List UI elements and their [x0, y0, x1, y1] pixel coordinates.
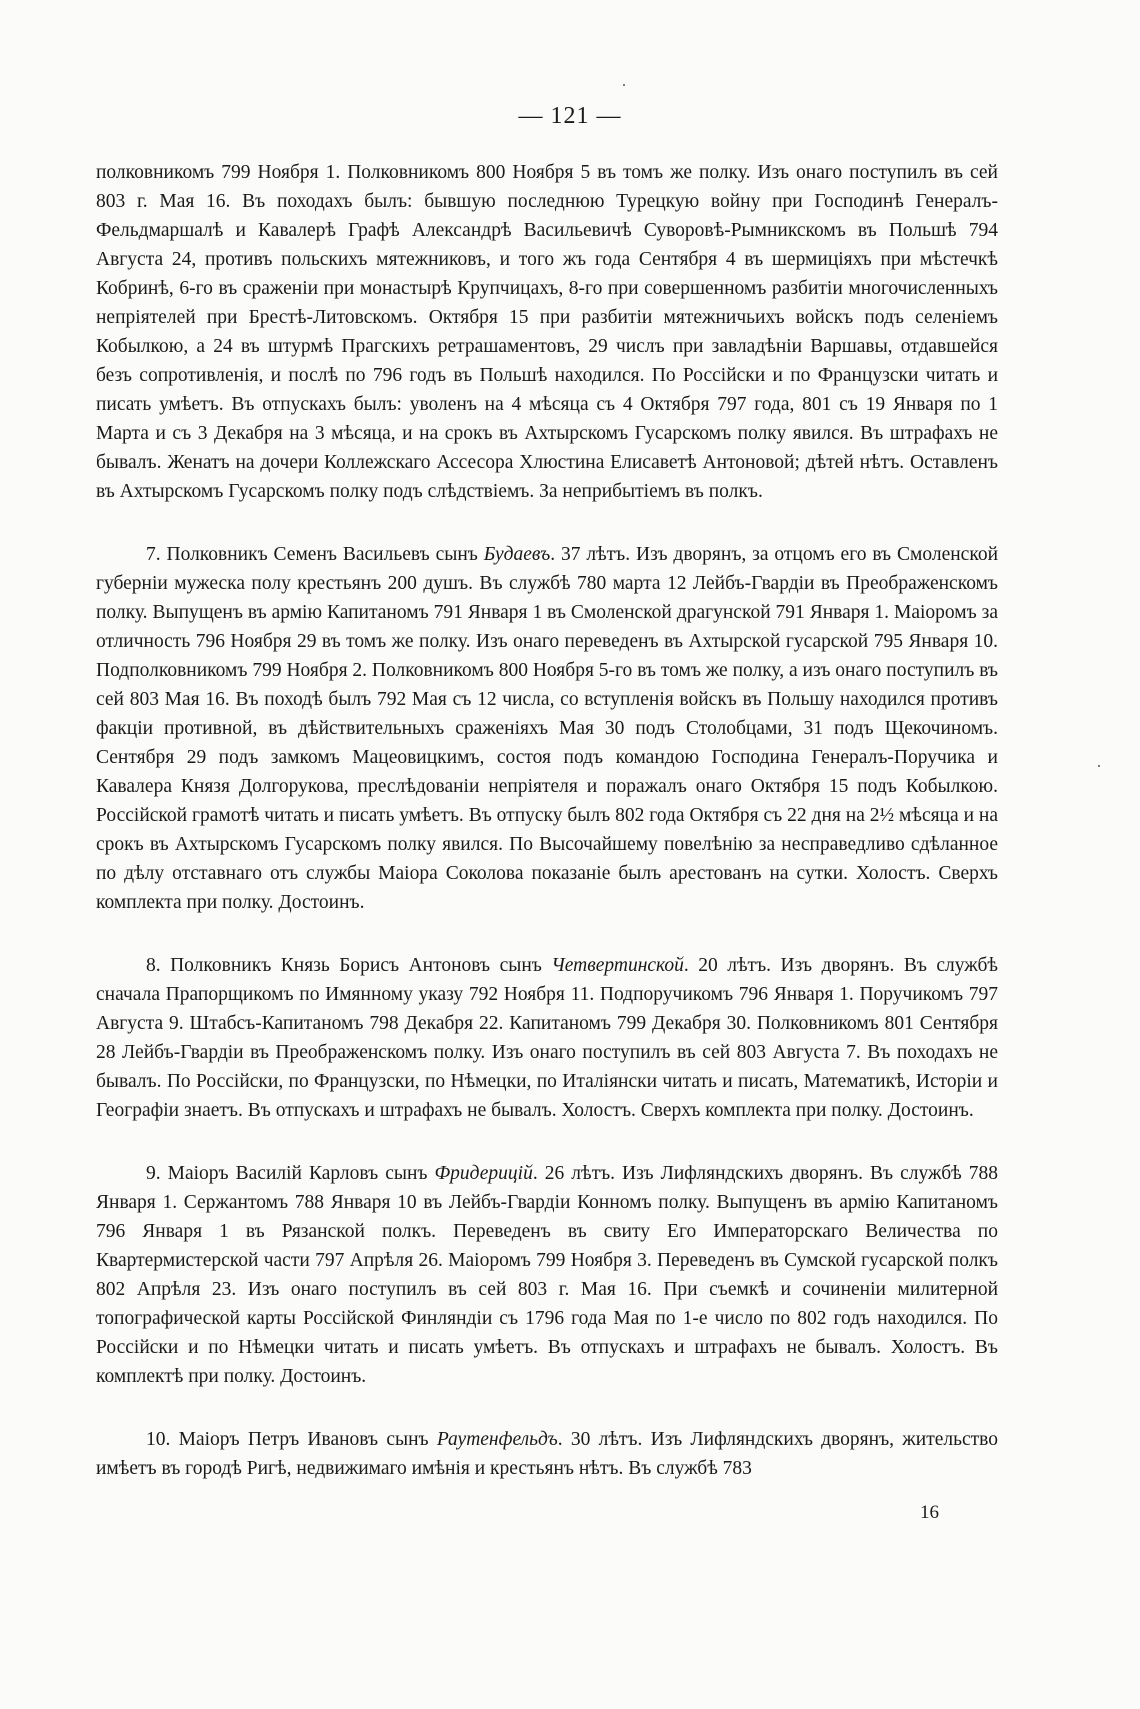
entry-surname: Фридерицій [434, 1163, 533, 1184]
paragraph-entry-10 [96, 1425, 998, 1483]
scan-speck [1098, 765, 1100, 767]
entry-body: . 26 лѣтъ. Изъ Лифляндскихъ дворянъ. Въ службѣ 788 Января 1. Сержантомъ 788 Января 10 въ Лейбъ-Гвардіи Конномъ полку. Выпущенъ въ армію Капитаномъ 796 Января 1 въ Рязанской полкъ. Переведенъ въ свиту Его Императорскаго Величества по Квартермистерской части 797 Апрѣля 26. Маіоромъ 799 Ноября 3. Переведенъ въ Сумской гусарской полкъ 802 Апрѣля 23. Изъ онаго поступилъ въ сей 803 г. Мая 16. При съемкѣ и сочиненіи милитерной топографической карты Россійской Финляндіи съ 1796 года Мая по 1-е число по 802 годъ находился. По Россійски и по Нѣмецки читать и писать умѣетъ. Въ отпускахъ и штрафахъ не бывалъ. Холостъ. Въ комплектѣ при полку. Достоинъ. [96, 1163, 998, 1387]
page-number: — 121 — [518, 103, 622, 129]
paragraph-entry-9 [96, 1159, 998, 1391]
scan-speck [623, 84, 625, 86]
paragraph-entry-7 [96, 540, 998, 917]
entry-surname: Четвертинской [551, 955, 684, 976]
entry-lead: 8. Полковникъ Князь Борисъ Антоновъ сынъ [146, 955, 552, 976]
entry-body: . 37 лѣтъ. Изъ дворянъ, за отцомъ его въ Смоленской губерніи мужеска полу крестьянъ 200 душъ. Въ службѣ 780 марта 12 Лейбъ-Гвардіи въ Преображенскомъ полку. Выпущенъ въ армію Капитаномъ 791 Января 1 въ Смоленской драгунской 791 Января 1. Маіоромъ за отличность 796 Ноября 29 въ томъ же полку. Изъ онаго переведенъ въ Ахтырской гусарской 795 Января 10. Подполковникомъ 799 Ноября 2. Полковникомъ 800 Ноября 5-го въ томъ же полку, а изъ онаго поступилъ въ сей 803 Мая 16. Въ походѣ былъ 792 Мая съ 12 числа, со вступленія войскъ въ Польшу находился противъ факціи противной, въ дѣйствительныхъ сраженіяхъ Мая 30 подъ Столобцами, 31 подъ Щекочиномъ. Сентября 29 подъ замкомъ Мацеовицкимъ, состоя подъ командою Господина Генералъ-Поручика и Кавалера Князя Долгорукова, преслѣдованіи непріятеля и поражалъ онаго Октября 15 подъ Кобылкою. Россійской грамотѣ читать и писать умѣетъ. Въ отпуску былъ 802 года Октября съ 22 дня на 2½ мѣсяца и на срокъ въ Ахтырскомъ Гусарскомъ полку явился. По Высочайшему повелѣнію за несправедливо сдѣланное по дѣлу отставнаго отъ службы Маіора Соколова показаніе былъ арестованъ на сутки. Холостъ. Сверхъ комплекта при полку. Достоинъ. [96, 544, 999, 913]
signature-mark: 16 [920, 1502, 939, 1523]
entry-body: . 20 лѣтъ. Изъ дворянъ. Въ службѣ сначала Прапорщикомъ по Имянному указу 792 Ноября 11. Подпоручикомъ 796 Января 1. Поручикомъ 797 Августа 9. Штабсъ-Капитаномъ 798 Декабря 22. Капитаномъ 799 Декабря 30. Полковникомъ 801 Сентября 28 Лейбъ-Гвардіи въ Преображенскомъ полку. Изъ онаго поступилъ въ сей 803 Августа 7. Въ походахъ не бывалъ. По Россійски, по Французски, по Нѣмецки, по Италіянски читать и писать, Математикѣ, Исторіи и Географіи знаетъ. Въ отпускахъ и штрафахъ не бывалъ. Холостъ. Сверхъ комплекта при полку. Достоинъ. [96, 955, 999, 1121]
entry-body: . 30 лѣтъ. Изъ Лифляндскихъ дворянъ, жительство имѣетъ въ городѣ Ригѣ, недвижимаго имѣнія и крестьянъ нѣтъ. Въ службѣ 783 [96, 1429, 998, 1479]
entry-lead: 10. Маіоръ Петръ Ивановъ сынъ [146, 1429, 437, 1450]
entry-lead: 7. Полковникъ Семенъ Васильевъ сынъ [146, 544, 484, 565]
paragraph-continuation [96, 158, 998, 506]
entry-surname: Будаевъ [483, 544, 551, 565]
paragraph-entry-8 [96, 951, 998, 1125]
entry-lead: 9. Маіоръ Василій Карловъ сынъ [146, 1163, 435, 1184]
body-text [96, 158, 998, 1483]
entry-surname: Раутенфельдъ [436, 1429, 558, 1450]
paragraph-text: полковникомъ 799 Ноября 1. Полковникомъ 800 Ноября 5 въ томъ же полку. Изъ онаго поступилъ въ сей 803 г. Мая 16. Въ походахъ былъ: бывшую последнюю Турецкую войну при Господинѣ Генералъ-Фельдмаршалѣ и Кавалерѣ Графѣ Александрѣ Васильевичѣ Суворовѣ-Рымникскомъ въ Польшѣ 794 Августа 24, противъ польскихъ мятежниковъ, и того жъ года Сентября 4 въ шермиціяхъ при мѣстечкѣ Кобринѣ, 6-го въ сраженіи при монастырѣ Крупчицахъ, 8-го при совершенномъ разбитіи многочисленныхъ непріятелей при Брестѣ-Литовскомъ. Октября 15 при разбитіи мятежничьихъ войскъ подъ селеніемъ Кобылкою, а 24 въ штурмѣ Прагскихъ ретрашаментовъ, 29 числъ при завладѣніи Варшавы, отдавшейся безъ сопротивленія, и послѣ по 796 годъ въ Польшѣ находился. По Россійски и по Французски читать и писать умѣетъ. Въ отпускахъ былъ: уволенъ на 4 мѣсяца съ 4 Октября 797 года, 801 съ 19 Января по 1 Марта и съ 3 Декабря на 3 мѣсяца, и на срокъ въ Ахтырскомъ Гусарскомъ полку явился. Въ штрафахъ не бывалъ. Женатъ на дочери Коллежскаго Ассесора Хлюстина Елисаветѣ Антоновой; дѣтей нѣтъ. Оставленъ въ Ахтырскомъ Гусарскомъ полку подъ слѣдствіемъ. За неприбытіемъ въ полкъ. [96, 162, 998, 502]
